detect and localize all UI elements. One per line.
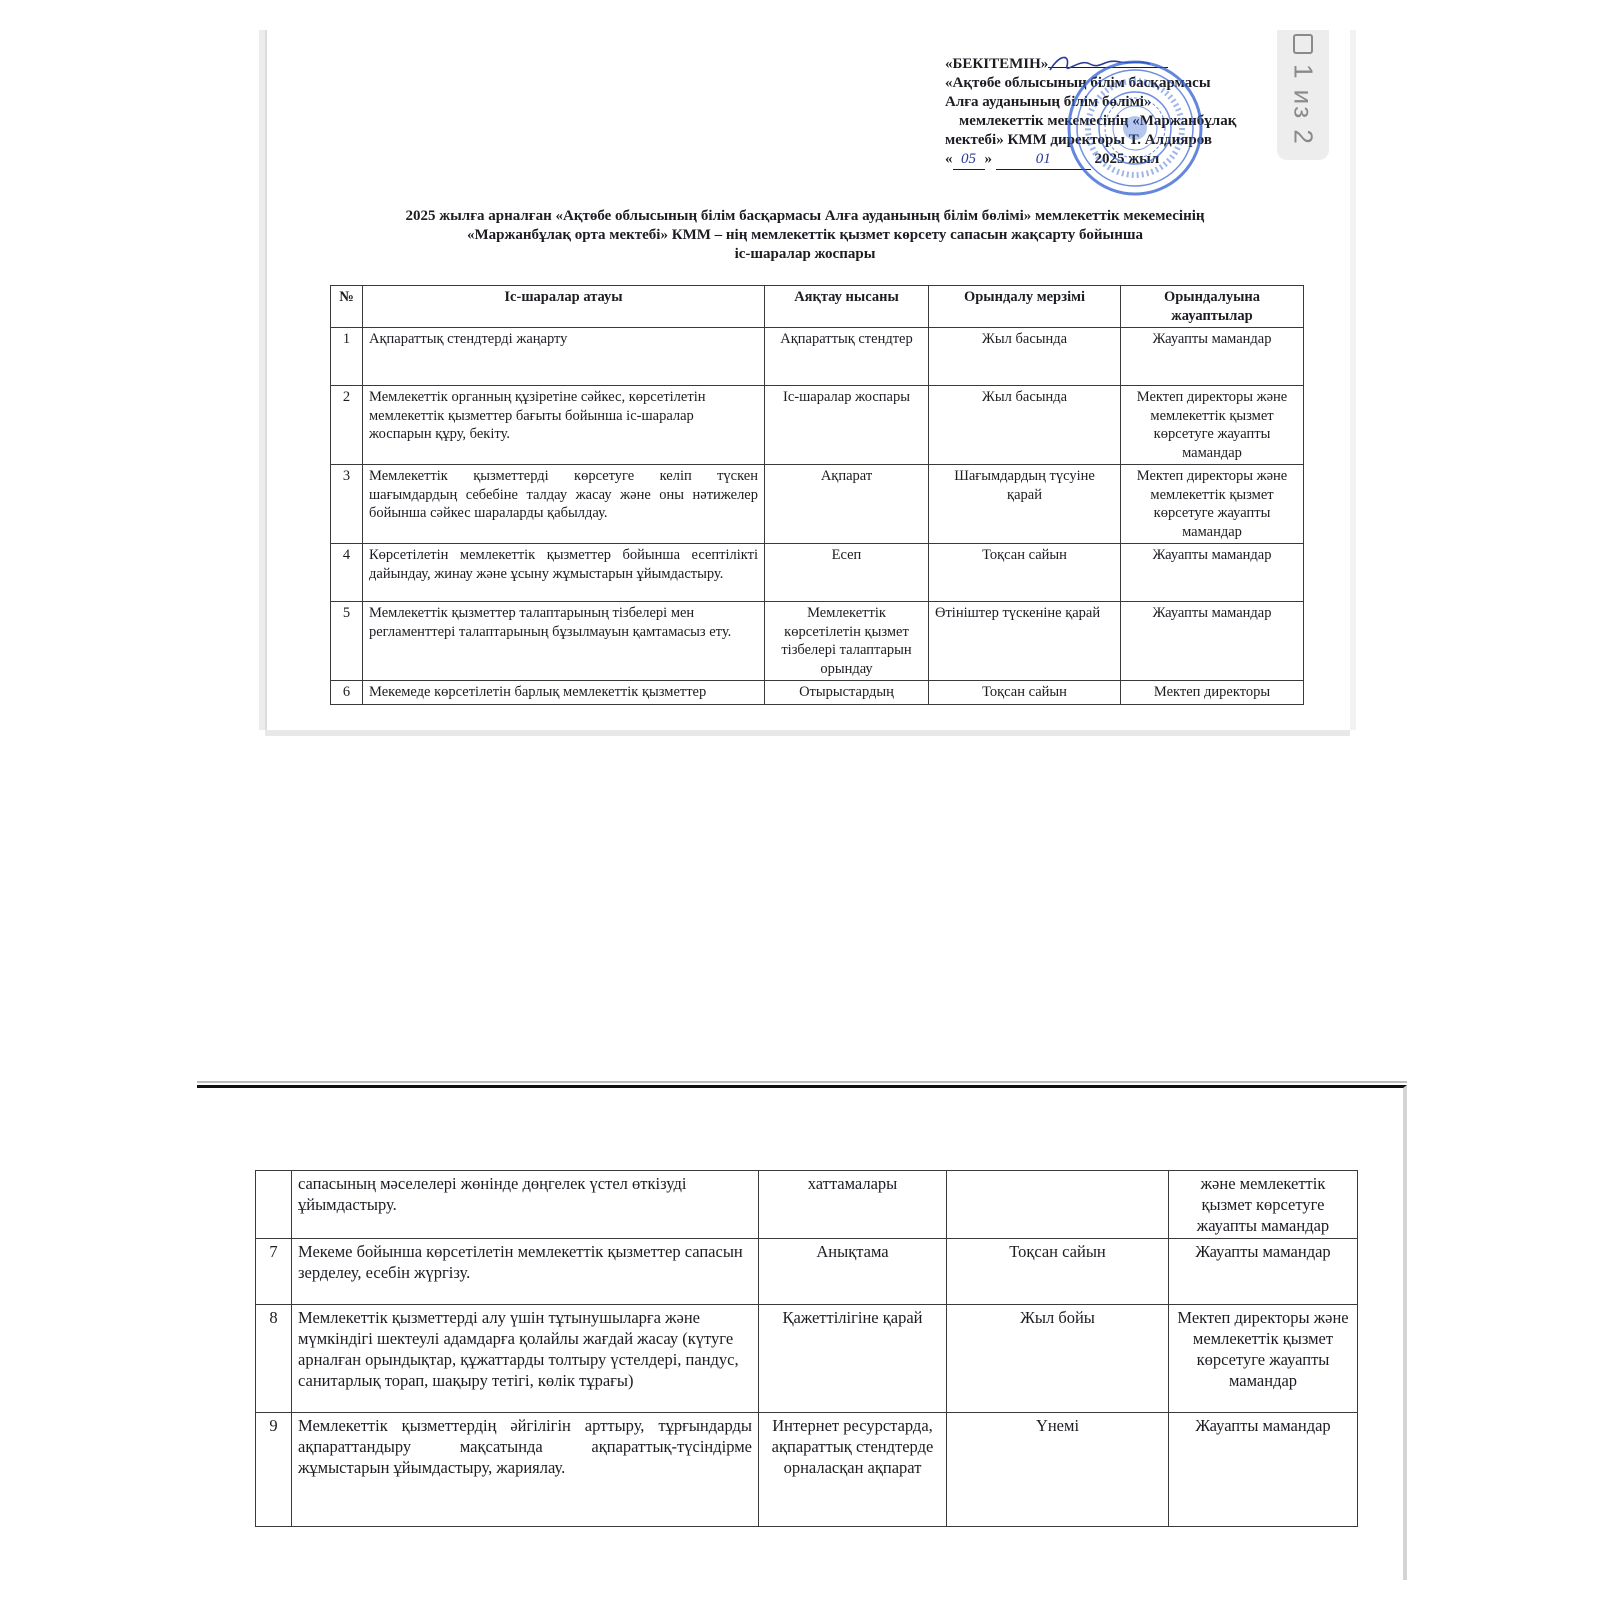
row-activity: Мекеме бойынша көрсетілетін мемлекеттік қызметтер сапасын зерделеу, есебін жүргізу. — [292, 1239, 759, 1305]
row-number: 3 — [331, 465, 363, 544]
row-form: Мемлекеттік көрсетілетін қызмет тізбелері талаптарын орындау — [765, 602, 929, 681]
row-activity: Мемлекеттік қызметтерді көрсетуге келіп түскен шағымдардың себебіне талдау жасау және оны нәтижелер бойынша сәйкес шараларды қабылдау. — [363, 465, 765, 544]
row-term — [947, 1171, 1169, 1239]
row-form: Қажеттілігіне қарай — [759, 1305, 947, 1413]
row-form: Ақпараттық стендтер — [765, 328, 929, 386]
row-form: Ақпарат — [765, 465, 929, 544]
row-responsible: Мектеп директоры және мемлекеттік қызмет көрсетуге жауапты мамандар — [1169, 1305, 1358, 1413]
row-responsible: Жауапты мамандар — [1169, 1413, 1358, 1527]
table-row — [256, 1239, 1358, 1305]
row-term: Жыл басында — [929, 328, 1121, 386]
seal-stamp-icon — [1065, 58, 1205, 198]
row-number: 4 — [331, 544, 363, 602]
row-responsible: және мемлекеттік қызмет көрсетуге жауапты мамандар — [1169, 1171, 1358, 1239]
row-form: Есеп — [765, 544, 929, 602]
row-responsible: Жауапты мамандар — [1169, 1239, 1358, 1305]
row-form: Интернет ресурстарда, ақпараттық стендтерде орналасқан ақпарат — [759, 1413, 947, 1527]
approval-line-5: мектебі» КММ директоры Т. Алдияров — [945, 132, 1212, 148]
row-number: 8 — [256, 1305, 292, 1413]
table-row — [256, 1171, 1358, 1239]
approval-line-2: «Ақтөбе облысының білім басқармасы — [945, 75, 1211, 91]
page-icon — [1293, 34, 1313, 54]
row-form: Анықтама — [759, 1239, 947, 1305]
table-header-row — [331, 286, 1304, 328]
title-line-1: 2025 жылға арналған «Ақтөбе облысының білім басқармасы Алға ауданының білім бөлімі» мемлекеттік мекемесінің — [405, 208, 1205, 224]
table-row — [256, 1413, 1358, 1527]
row-activity: Мемлекеттік қызметтердің әйгілігін арттыру, тұрғындарды ақпараттандыру мақсатында ақпараттық-түсіндірме жұмыстарын ұйымдастыру, жариялау. — [292, 1413, 759, 1527]
approval-month: 01 — [996, 150, 1091, 170]
row-activity: Мемлекеттік органның құзіретіне сәйкес, көрсетілетін мемлекеттік қызметтер бағыты бойынша іс-шаралар жоспарын құру, бекіту. — [363, 386, 765, 465]
row-responsible: Жауапты мамандар — [1121, 544, 1304, 602]
approval-line-3: Алға ауданының білім бөлімі» — [945, 94, 1152, 110]
title-line-3: іс-шаралар жоспары — [734, 246, 876, 262]
row-activity: сапасының мәселелері жөнінде дөңгелек үстел өткізуді ұйымдастыру. — [292, 1171, 759, 1239]
header-completion-form: Аяқтау нысаны — [765, 286, 929, 328]
approval-line-4: мемлекеттік мекемесінің «Маржанбұлақ — [959, 113, 1237, 129]
row-number: 6 — [331, 681, 363, 705]
page-divider — [197, 1081, 1407, 1083]
row-activity: Мемлекеттік қызметтер талаптарының тізбелері мен регламенттері талаптарының бұзылмауын қамтамасыз ету. — [363, 602, 765, 681]
row-term: Тоқсан сайын — [929, 681, 1121, 705]
table-row — [331, 465, 1304, 544]
row-term: Шағымдардың түсуіне қарай — [929, 465, 1121, 544]
row-responsible: Мектеп директоры — [1121, 681, 1304, 705]
row-term: Жыл бойы — [947, 1305, 1169, 1413]
row-term: Тоқсан сайын — [929, 544, 1121, 602]
row-responsible: Мектеп директоры және мемлекеттік қызмет көрсетуге жауапты мамандар — [1121, 465, 1304, 544]
table-row — [331, 328, 1304, 386]
table-row — [256, 1305, 1358, 1413]
row-form: хаттамалары — [759, 1171, 947, 1239]
header-deadline: Орындалу мерзімі — [929, 286, 1121, 328]
plan-table-page-1 — [330, 285, 1304, 705]
row-responsible: Мектеп директоры және мемлекеттік қызмет көрсетуге жауапты мамандар — [1121, 386, 1304, 465]
row-activity: Ақпараттық стендтерді жаңарту — [363, 328, 765, 386]
page-counter[interactable] — [1277, 30, 1329, 160]
header-activity: Іс-шаралар атауы — [363, 286, 765, 328]
row-term: Жыл басында — [929, 386, 1121, 465]
row-activity: Көрсетілетін мемлекеттік қызметтер бойынша есептілікті дайындау, жинау және ұсыну жұмыстарын ұйымдастыру. — [363, 544, 765, 602]
document-title — [330, 207, 1280, 264]
row-number: 9 — [256, 1413, 292, 1527]
row-term: Өтініштер түскеніне қарай — [929, 602, 1121, 681]
approval-heading: «БЕКІТЕМІН» — [945, 56, 1049, 72]
title-line-2: «Маржанбұлақ орта мектебі» КММ – нің мемлекеттік қызмет көрсету сапасын жақсарту бойынша — [466, 227, 1144, 243]
table-row — [331, 602, 1304, 681]
row-number — [256, 1171, 292, 1239]
header-number: № — [331, 286, 363, 328]
approval-day: 05 — [953, 150, 985, 170]
table-row — [331, 386, 1304, 465]
plan-table-page-2 — [255, 1170, 1358, 1527]
row-form: Отырыстардың — [765, 681, 929, 705]
row-responsible: Жауапты мамандар — [1121, 602, 1304, 681]
table-row — [331, 544, 1304, 602]
row-form: Іс-шаралар жоспары — [765, 386, 929, 465]
row-activity: Мемлекеттік қызметтерді алу үшін тұтынушыларға және мүмкіндігі шектеулі адамдарға қолайлы жағдай жасау (күтуге арналған орындықтар, құжаттарды толтыру үстелдері, пандус, санитарлық торап, шақыру тетігі, көлік тұрағы) — [292, 1305, 759, 1413]
approval-year: 2025 жыл — [1094, 151, 1160, 167]
row-term: Тоқсан сайын — [947, 1239, 1169, 1305]
row-number: 7 — [256, 1239, 292, 1305]
row-number: 1 — [331, 328, 363, 386]
page-counter-text: 1 из 2 — [1288, 64, 1319, 146]
header-responsible: Орындалуына жауаптылар — [1121, 286, 1304, 328]
row-number: 2 — [331, 386, 363, 465]
approval-date: « 05 » 01 2025 жыл — [945, 150, 1275, 170]
row-number: 5 — [331, 602, 363, 681]
row-term: Үнемі — [947, 1413, 1169, 1527]
row-activity: Мекемеде көрсетілетін барлық мемлекеттік қызметтер — [363, 681, 765, 705]
table-row — [331, 681, 1304, 705]
row-responsible: Жауапты мамандар — [1121, 328, 1304, 386]
